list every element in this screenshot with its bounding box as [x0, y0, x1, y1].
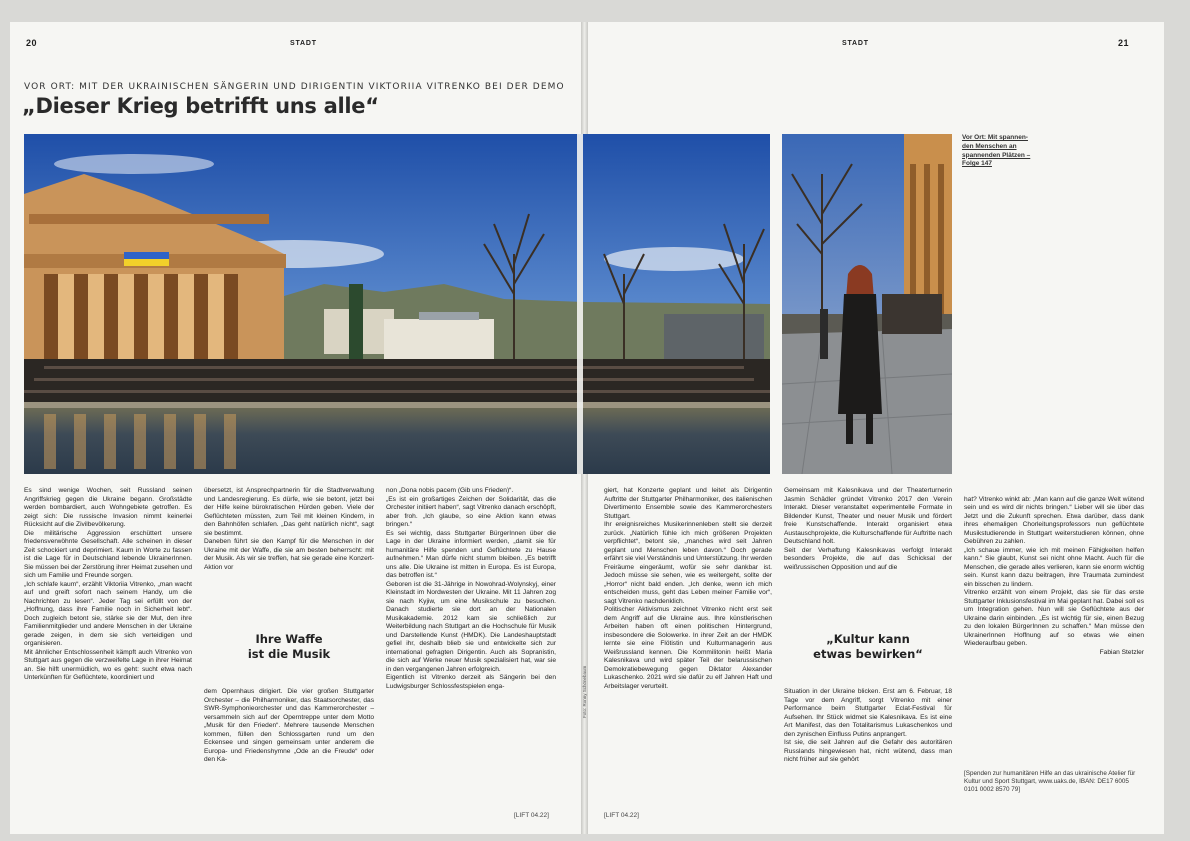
caption-line-2: den Menschen an	[962, 142, 1017, 150]
article-column-5-bottom: Situation in der Ukraine blicken. Erst am 6. Februar, 18 Tage vor dem Angriff, sorgt Vitrenko mit einer Performance beim Stuttgarter Eclat-Festival für Aufsehen. Ihr Stück widmet sie Kalesnikava. Es ist eine Art Manifest, das den Totalitarismus Lukaschenkos und den zynischen Einfluss Putins anprangert. Ist sie, die seit Jahren auf die Gefahr des autoritären Russlands hingewiesen hat, nicht wütend, dass man nicht früher auf sie gehört	[784, 688, 952, 763]
section-label-right: STADT	[842, 40, 869, 47]
article-column-6	[964, 487, 1144, 666]
issue-label-left: [LIFT 04.22]	[514, 812, 549, 819]
section-label-left: STADT	[290, 40, 317, 47]
series-caption	[962, 134, 1050, 169]
subhead-culture	[784, 632, 952, 662]
photo-credit: Foto: Ronny Schönebaum	[582, 665, 587, 718]
caption-line-3: spannenden Plätzen –	[962, 151, 1031, 159]
article-column-1: Es sind wenige Wochen, seit Russland seinen Angriffskrieg gegen die Ukraine begann. Großstädte werden bombardiert, auch Wohngebiete getroffen. Es zeigt sich: Die russische Invasion nimmt keinerlei Rücksicht auf die Zivilbevölkerung. Die militärische Aggression erschüttert unsere friedensverwöhnte Gesellschaft. Alle scheinen in dieser Zeit schockiert und deprimiert. Kaum in Worte zu fassen ist die Lage für in Deutschland lebende UkrainerInnen. Sie müssen bei der Zerstörung ihrer Heimat zusehen und sich um Familie und Freunde sorgen. „Ich schlafe kaum“, erzählt Viktoriia Vitrenko, „man wacht auf und greift sofort nach seinem Handy, um die Nachrichten zu lesen“. Jeder Tag sei erfüllt von der „Hoffnung, dass ihre Familie noch in Sicherheit lebt“. Doch zugleich betont sie, stärke sie der Mut, den ihre Familienmitglieder und andere Menschen in der Ukraine gerade zeigen, in dem sie sich verteidigen und organisieren. Mit ähnlicher Entschlossenheit kämpft auch Vitrenko von Stuttgart aus gegen die verzweifelte Lage in ihrer Heimat an. Sie hilft unermüdlich, wo es geht: sucht etwa nach Unterkünften für Geflüchtete, koordiniert und	[24, 487, 192, 681]
subhead-weapon-music	[204, 632, 374, 662]
demo-crowd-photo	[24, 134, 770, 474]
article-headline: „Dieser Krieg betrifft uns alle“	[22, 94, 379, 118]
subhead-line: etwas bewirken“	[813, 646, 923, 661]
column-6-text: hat? Vitrenko winkt ab: „Man kann auf die ganze Welt wütend sein und es wird dir nichts bringen.“ Lieber will sie über das Jetzt und die Zukunft sprechen. Etwa darüber, dass dank ihres ehemaligen Chorleitungsprofessors nun geflüchtete Musikstudierende in Stuttgart weiterstudieren können, ohne Gebühren zu zahlen. „Ich schaue immer, wie ich mit meinen Fähigkeiten helfen kann.“ Sie glaubt, Kunst sei nicht ohne Macht. Auch für die Menschen, die gerade alles verlieren, kann sie enorm wichtig sein. Kunst kann dazu beitragen, ihre Traumata zumindest ein bisschen zu lindern. Vitrenko erzählt von einem Projekt, das sie für das erste Stuttgarter Inklusionsfestival im Mai geplant hat. Dabei soll es um Integration gehen. Nun will sie Geflüchtete aus der Ukraine darin einbinden. „Es ist wichtig für sie, einen Bezug zu den lokalen BürgerInnen zu schaffen.“ Man müsse den UkrainerInnen Hoffnung auf so etwas wie einen Wiederaufbau geben.	[964, 495, 1144, 647]
subhead-line: „Kultur kann	[826, 632, 910, 646]
donation-note: [Spenden zur humanitären Hilfe an das ukrainische Atelier für Kultur und Sport Stuttgart, www.uaks.de, IBAN: DE17 6005 0101 0002 8570 79]	[964, 770, 1136, 794]
page-number-right: 21	[1118, 38, 1130, 48]
article-column-2-bottom: dem Opernhaus dirigiert. Die vier großen Stuttgarter Orchester – die Philharmoniker, das Staatsorchester, das SWR-Symphonieorchester und das Kammerorchester – versammeln sich auf der Operntreppe unter dem Motto „Musik für den Frieden“. Mehrere tausende Menschen kommen, füllen den Schlossgarten rund um den Eckensee und singen gemeinsam unter anderem die Europa- und Friedenshymne „Ode an die Freude“ oder den Ka-	[204, 688, 374, 763]
subhead-line: Ihre Waffe	[255, 632, 323, 646]
author-name: Fabian Stetzler	[1099, 648, 1144, 656]
caption-line-4: Folge 147	[962, 160, 992, 168]
article-column-4: giert, hat Konzerte geplant und leitet als Dirigentin Auftritte der Stuttgarter Philharmoniker, des italienischen Divertimento Ensemble sowie des Kammerorchesters Stuttgart. Ihr ereignisreiches Musikerinnenleben stellt sie derzeit zurück. „Natürlich fühle ich mich größeren Projekten verpflichtet“, betont sie, „manches wird seit Jahren geplant und Menschen leben davon.“ Doch gerade erfährt sie viel Verständnis und Unterstützung. Ihr werden Freiräume eingeräumt, wofür sie sehr dankbar ist. Jedoch müsse sie sehen, wie es weitergeht, sollte der „Horror“ nicht bald enden. „Ich denke, wenn ich mich entscheiden muss, geht das Leben meiner Familie vor“, sagt Vitrenko nachdenklich. Politischer Aktivismus zeichnet Vitrenko nicht erst seit dem Angriff auf die Ukraine aus. Ihre künstlerischen Arbeiten haben oft einen politischen Hintergrund, insbesondere die Solowerke. In ihrer Zeit an der HMDK lernte sie eine Flötistin und Kulturmanagerin aus Weißrussland kennen. Die Kommilitonin heißt Maria Kalesnikava und wird später Teil der belarussischen Demokratiebewegung gegen Diktator Alexander Lukaschenko. 2021 wird sie dafür zu elf Jahren Haft und Arbeitslager verurteilt.	[604, 487, 772, 690]
portrait-photo	[782, 134, 952, 474]
issue-label-right: [LIFT 04.22]	[604, 812, 639, 819]
subhead-line: ist die Musik	[247, 646, 331, 661]
article-column-5-top: Gemeinsam mit Kalesnikava und der Theaterturnerin Jasmin Schädler gründet Vitrenko 2017 den Verein Interakt. Dieser veranstaltet experimentelle Formate in Bildender Kunst, Theater und neuer Musik und fördert freie Kunstschaffende. Interakt organisiert etwa Austauschprojekte, die Kulturschaffende für Auftritte nach Deutschland holt. Seit der Verhaftung Kalesnikavas verfolgt Interakt besonders Projekte, die auf das Schicksal der weißrussischen Opposition und auf die	[784, 487, 952, 571]
article-kicker: VOR ORT: MIT DER UKRAINISCHEN SÄNGERIN UND DIRIGENTIN VIKTORIIA VITRENKO BEI DER DEMO	[24, 82, 565, 92]
caption-line-1: Vor Ort: Mit spannen-	[962, 134, 1028, 141]
page-number-left: 20	[26, 38, 38, 48]
article-column-3: non „Dona nobis pacem (Gib uns Frieden)“. „Es ist ein großartiges Zeichen der Solidarität, das die Orchester initiiert haben“, sagt Vitrenko danach erschöpft, aber froh. „Ich glaube, so eine Aktion kann etwas bringen.“ Es sei wichtig, dass Stuttgarter BürgerInnen über die Lage in der Ukraine informiert werden, „damit sie für humanitäre Hilfe spenden und Geflüchtete zu Hause aufnehmen.“ Man dürfe nicht stumm bleiben. „Es betrifft uns alle. Die Ukraine ist mitten in Europa. Es ist Europa, das betroffen ist.“ Geboren ist die 31-Jährige in Nowohrad-Wolynskyj, einer Kleinstadt im Nordwesten der Ukraine. Mit 11 Jahren zog sie nach Kyjiw, um eine Musikschule zu besuchen. Danach studierte sie dort an der Nationalen Musikakademie. 2012 kam sie schließlich zur Weiterbildung nach Stuttgart an die Hochschule für Musik und Darstellende Kunst (HMDK). Die Landeshauptstadt gefiel ihr, deshalb blieb sie und entwickelte sich zur international gefragten Dirigentin. Auch als Sopranistin, die sich auf Werke neuer Musik spezialisiert hat, war sie in den vergangenen Jahren erfolgreich. Eigentlich ist Vitrenko derzeit als Sängerin bei den Ludwigsburger Schlossfestspielen enga-	[386, 487, 556, 690]
article-column-2-top: übersetzt, ist Ansprechpartnerin für die Stadtverwaltung und Landesregierung. Es dürfe, wie sie betont, jetzt bei der Hilfe keine bürokratischen Hürden geben. Viele der Geflüchteten müssten, zum Teil mit kleinen Kindern, in den Bahnhöfen schlafen. „Das geht natürlich nicht“, sagt sie bestimmt. Daneben führt sie den Kampf für die Menschen in der Ukraine mit der Waffe, die sie am besten beherrscht: mit der Musik. Als wir sie treffen, hat sie gerade eine Konzert-Aktion vor	[204, 487, 374, 571]
